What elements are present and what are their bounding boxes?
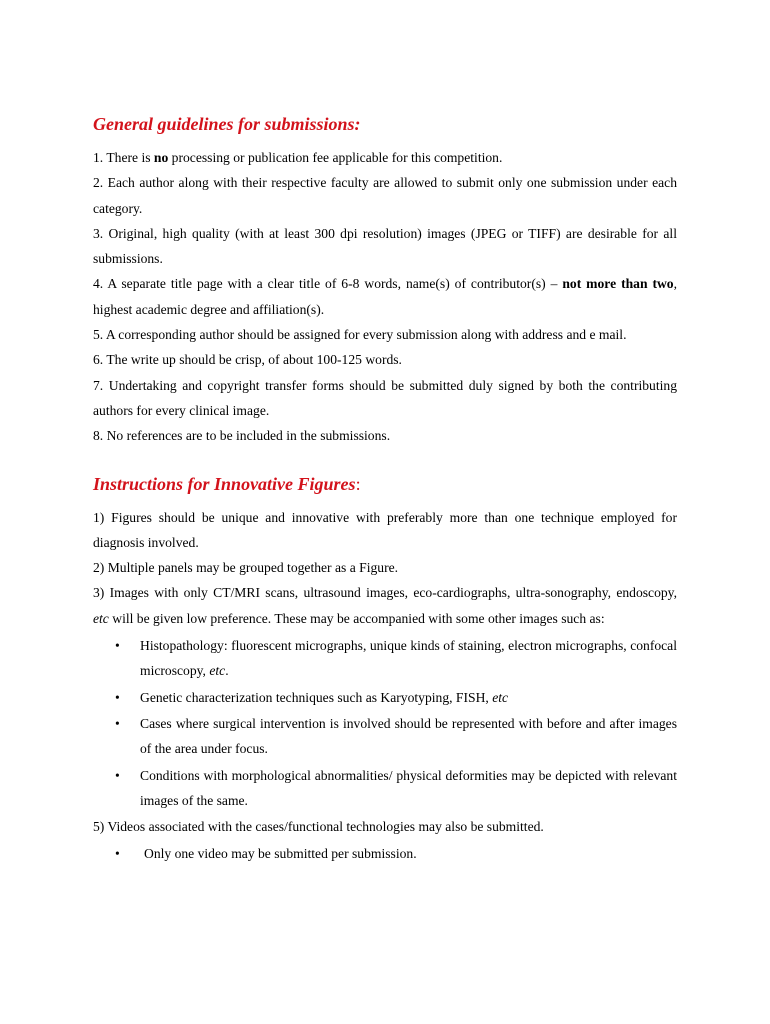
heading-colon: :	[355, 473, 361, 494]
text-run: 4. A separate title page with a clear title of 6-8 words, name(s) of contributor(s) –	[93, 276, 563, 292]
text-run: Only one video may be submitted per submission.	[144, 846, 417, 862]
bold-text: not more than two	[562, 276, 674, 292]
text-run: Genetic characterization techniques such as Karyotyping, FISH,	[140, 689, 493, 705]
guideline-item-3: 3. Original, high quality (with at least 300 dpi resolution) images (JPEG or TIFF) are desirable for all submissions.	[93, 225, 677, 267]
guideline-item-5: 5. A corresponding author should be assigned for every submission along with address and e mail.	[93, 327, 627, 343]
text-run: .	[225, 663, 229, 679]
bullet-icon: •	[115, 638, 120, 654]
list-item	[93, 685, 677, 710]
text-run: processing or publication fee applicable for this competition.	[168, 150, 503, 165]
guideline-item-2: 2. Each author along with their respective faculty are allowed to submit only one submission under each category.	[93, 175, 677, 216]
list-item	[93, 763, 677, 814]
text-run: Histopathology: fluorescent micrographs, unique kinds of staining, electron micrographs, confocal microscopy,	[140, 638, 677, 679]
italic-text: etc	[492, 689, 509, 705]
guideline-item-4	[93, 271, 677, 322]
bullet-icon: •	[115, 767, 120, 783]
guideline-item-8: 8. No references are to be included in the submissions.	[93, 428, 391, 444]
text-run: Cases where surgical intervention is involved should be represented with before and after images of the area under focus.	[140, 715, 677, 757]
list-item	[93, 633, 677, 684]
list-item	[93, 711, 677, 762]
figure-item-5: 5) Videos associated with the cases/functional technologies may also be submitted.	[93, 819, 544, 835]
guideline-item-6: 6. The write up should be crisp, of about 100-125 words.	[93, 352, 402, 368]
figure-item-1: 1) Figures should be unique and innovative with preferably more than one technique employed for diagnosis involved.	[93, 509, 677, 550]
italic-text: etc	[93, 610, 109, 626]
section-heading-innovative-figures	[93, 472, 677, 496]
text-run: will be given low preference. These may be accompanied with some other images such as:	[108, 610, 605, 626]
bullet-icon: •	[115, 846, 120, 862]
bold-text: no	[153, 150, 169, 165]
heading-text: Instructions for Innovative Figures	[93, 473, 356, 494]
guideline-item-7: 7. Undertaking and copyright transfer forms should be submitted duly signed by both the contributing authors for every clinical image.	[93, 377, 677, 418]
text-run: , highest academic degree and affiliation(s).	[93, 276, 677, 317]
bullet-icon: •	[115, 689, 120, 705]
section-heading-guidelines: General guidelines for submissions:	[93, 114, 361, 134]
guideline-item-1	[93, 145, 677, 170]
text-run: 3) Images with only CT/MRI scans, ultrasound images, eco-cardiographs, ultra-sonography, endoscopy,	[93, 585, 677, 601]
bullet-icon: •	[115, 715, 120, 731]
italic-text: etc	[209, 663, 226, 679]
figure-item-3	[93, 580, 677, 631]
list-item	[93, 841, 677, 866]
text-run: Conditions with morphological abnormalities/ physical deformities may be depicted with relevant images of the same.	[140, 767, 677, 808]
document-page	[93, 112, 677, 868]
text-run: 1. There is	[93, 150, 154, 165]
video-list	[93, 841, 677, 866]
figure-item-2: 2) Multiple panels may be grouped together as a Figure.	[93, 560, 399, 576]
image-types-list	[93, 633, 677, 813]
